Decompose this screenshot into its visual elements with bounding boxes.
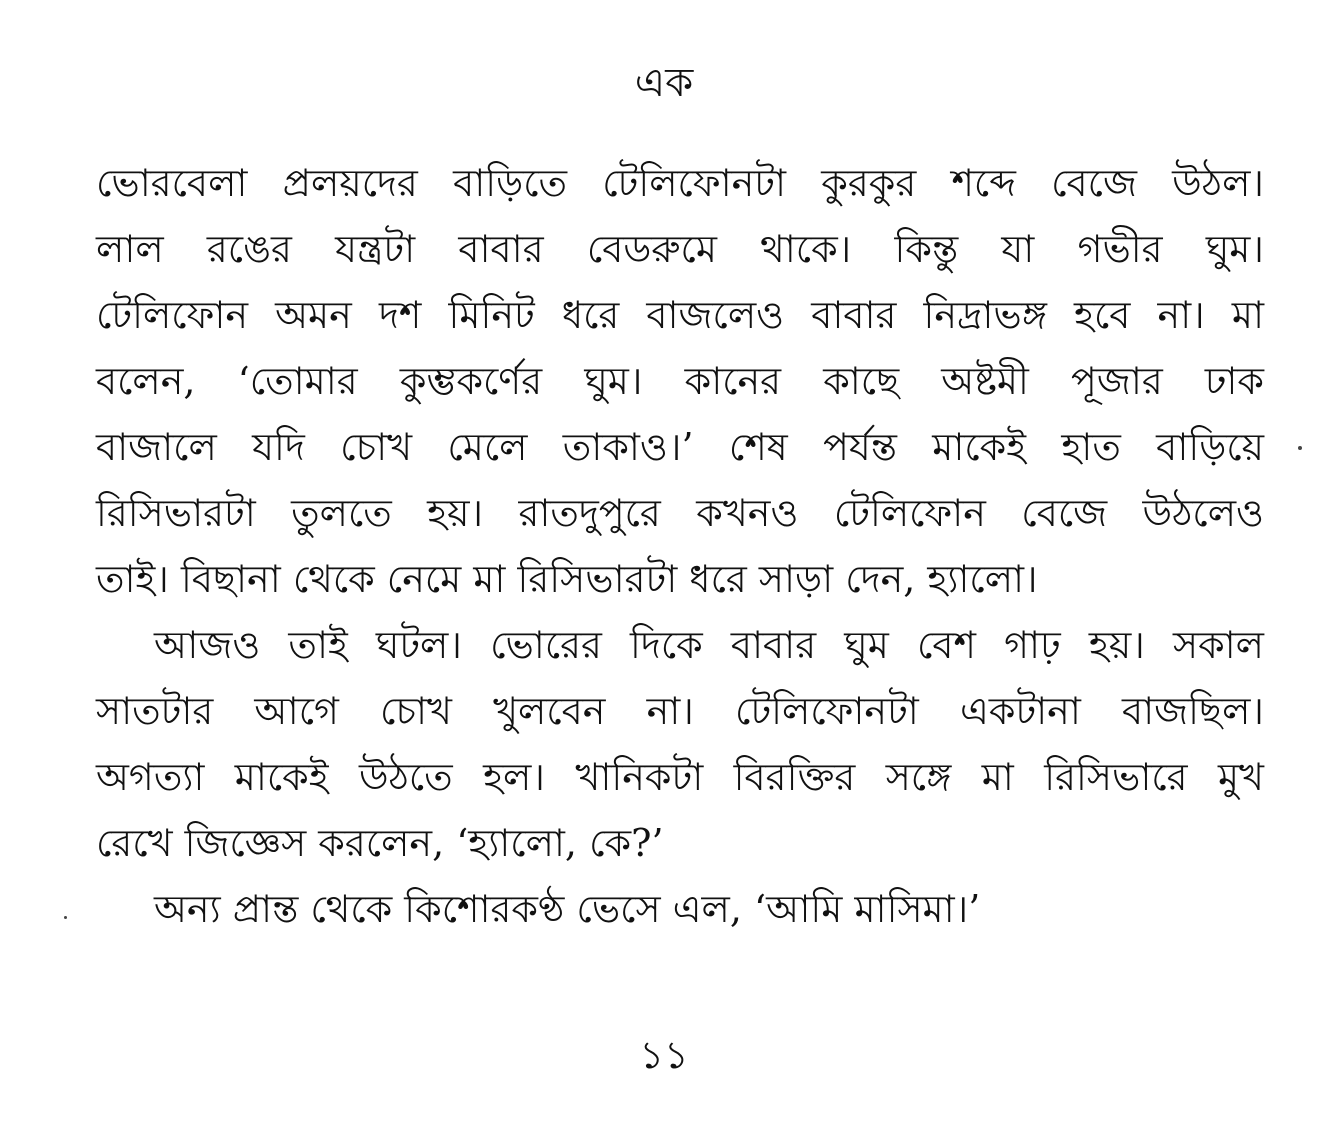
text-line: বলেন, ‘তোমার কুম্ভকর্ণের ঘুম। কানের কাছে অষ্টমী পূজার ঢাক [96,359,1264,403]
chapter-title: এক [634,60,694,106]
text-line: অন্য প্রান্ত থেকে কিশোরকণ্ঠ ভেসে এল, ‘আমি মাসিমা।’ [154,887,981,931]
text-line: রেখে জিজ্ঞেস করলেন, ‘হ্যালো, কে?’ [96,821,664,865]
text-line: তাই। বিছানা থেকে নেমে মা রিসিভারটা ধরে সাড়া দেন, হ্যালো। [96,557,1038,601]
text-line: লাল রঙের যন্ত্রটা বাবার বেডরুমে থাকে। কিন্তু যা গভীর ঘুম। [96,227,1264,271]
text-line: টেলিফোন অমন দশ মিনিট ধরে বাজলেও বাবার নিদ্রাভঙ্গ হবে না। মা [96,293,1264,337]
body-text [96,150,1264,942]
text-line: রিসিভারটা তুলতে হয়। রাতদুপুরে কখনও টেলিফোন বেজে উঠলেও [96,491,1264,535]
page-number: ১১ [639,1033,689,1077]
print-speck [64,916,67,919]
text-line: বাজালে যদি চোখ মেলে তাকাও।’ শেষ পর্যন্ত মাকেই হাত বাড়িয়ে [96,425,1264,469]
text-line: আজও তাই ঘটল। ভোরের দিকে বাবার ঘুম বেশ গাঢ় হয়। সকাল [154,623,1264,667]
text-line: অগত্যা মাকেই উঠতে হল। খানিকটা বিরক্তির সঙ্গে মা রিসিভারে মুখ [96,755,1264,799]
text-line: ভোরবেলা প্রলয়দের বাড়িতে টেলিফোনটা কুরকুর শব্দে বেজে উঠল। [96,161,1264,205]
text-line: সাতটার আগে চোখ খুলবেন না। টেলিফোনটা একটানা বাজছিল। [96,689,1264,733]
print-speck [1298,446,1302,450]
